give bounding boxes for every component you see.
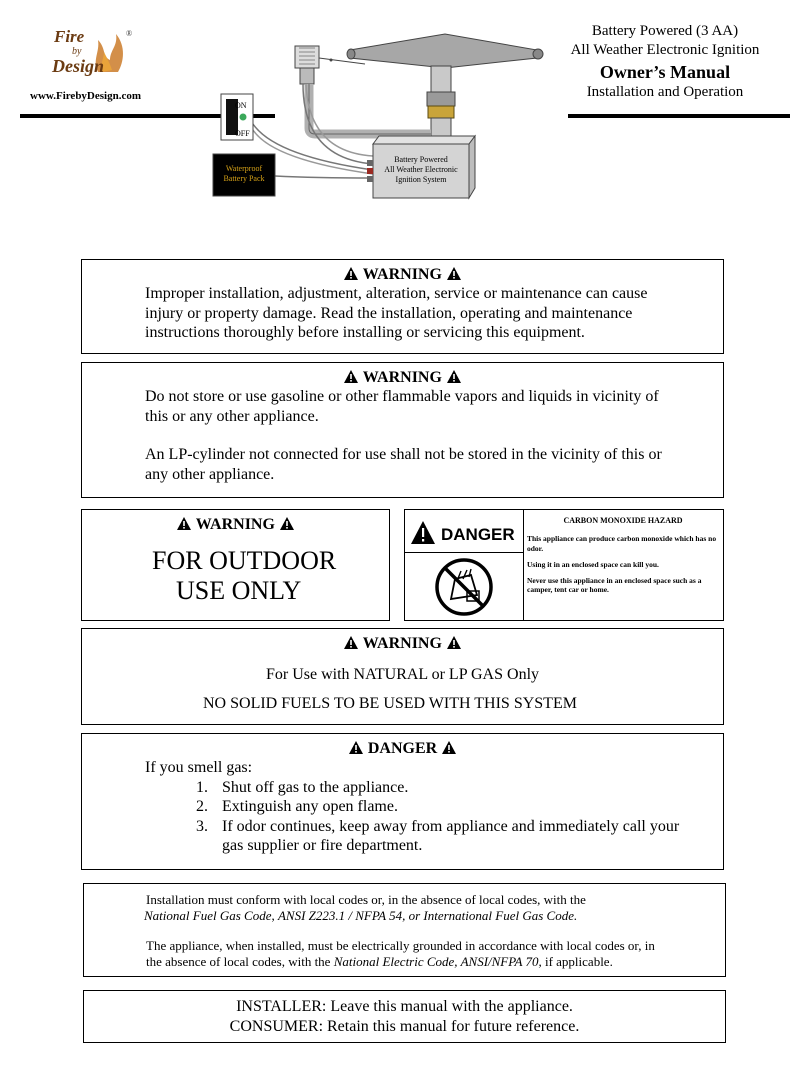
header-rule-right xyxy=(568,114,790,118)
svg-text:ON: ON xyxy=(235,101,247,110)
warning2-p2-line2: any other appliance. xyxy=(145,465,275,483)
step-item: 3. If odor continues, keep away from appliance and immediately call your gas supplier or fire department. xyxy=(196,817,680,854)
gas-type-line2: NO SOLID FUELS TO BE USED WITH THIS SYSTEM xyxy=(203,694,577,712)
smell-gas-intro: If you smell gas: xyxy=(145,759,253,776)
step-item: 2. Extinguish any open flame. xyxy=(196,798,398,815)
warning-triangle-icon xyxy=(441,740,457,755)
warning-heading: WARNING xyxy=(82,266,723,284)
svg-text:Waterproof: Waterproof xyxy=(225,164,263,173)
svg-text:Ignition System: Ignition System xyxy=(395,175,447,184)
warning-triangle-icon xyxy=(343,369,359,384)
warning-triangle-icon xyxy=(446,635,462,650)
warning2-p2-line1: An LP-cylinder not connected for use shall not be stored in the vicinity of this or xyxy=(145,446,662,463)
codes-compliance-box xyxy=(83,883,726,977)
manual-title: Owner’s Manual xyxy=(599,61,731,82)
warning2-p1-line1: Do not store or use gasoline or other flammable vapors and liquids in vicinity of xyxy=(145,388,659,405)
spark-electrode xyxy=(295,46,319,68)
co-hazard-p2: Using it in an enclosed space can kill you. xyxy=(527,559,659,569)
warning-triangle-icon xyxy=(343,266,359,281)
brass-fitting xyxy=(428,106,454,118)
led-indicator xyxy=(240,114,247,121)
outdoor-line1: FOR OUTDOOR xyxy=(152,546,337,575)
logo-fire: Fire xyxy=(54,27,85,46)
svg-text:DANGER: DANGER xyxy=(441,525,515,544)
step-item: 1. Shut off gas to the appliance. xyxy=(196,778,409,796)
co-hazard-p3: Never use this appliance in an enclosed space such as a camper, tent car or home. xyxy=(527,576,702,595)
warning2-p1-line2: this or any other appliance. xyxy=(145,407,319,425)
retain-manual-note xyxy=(83,990,726,1043)
co-hazard-text xyxy=(527,516,719,602)
title-line-1: Battery Powered (3 AA) xyxy=(591,23,739,39)
warning-triangle-icon xyxy=(446,369,462,384)
title-block xyxy=(540,22,790,102)
warning-heading: WARNING xyxy=(82,635,723,653)
smell-gas-steps xyxy=(196,778,723,856)
burner xyxy=(350,34,537,68)
warning-triangle-icon xyxy=(446,266,462,281)
warning1-line2: injury or property damage. Read the installation, operating and maintenance xyxy=(145,304,633,322)
installer-note: INSTALLER: Leave this manual with the appliance. xyxy=(236,998,573,1015)
carbon-monoxide-danger-label xyxy=(404,509,724,621)
manual-subtitle: Installation and Operation xyxy=(586,84,744,100)
warning-heading: WARNING xyxy=(82,516,389,534)
warning-triangle-icon xyxy=(279,516,295,531)
logo-by: by xyxy=(72,46,82,57)
codes-p2-line1: The appliance, when installed, must be electrically grounded in accordance with local codes or, in xyxy=(146,938,655,953)
website-url[interactable]: www.FirebyDesign.com xyxy=(30,90,142,102)
outdoor-line2: USE ONLY xyxy=(176,576,302,605)
warning-box-flammables xyxy=(81,362,724,498)
svg-text:Battery Powered: Battery Powered xyxy=(394,155,448,164)
warning-box-gas-type xyxy=(81,628,724,725)
warning-box-installation xyxy=(81,259,724,354)
codes-p1-line1: Installation must conform with local codes or, in the absence of local codes, with the xyxy=(146,892,586,907)
logo-design: Design xyxy=(52,56,105,76)
co-hazard-title: CARBON MONOXIDE HAZARD xyxy=(563,516,683,525)
co-hazard-p1: This appliance can produce carbon monoxide which has no odor. xyxy=(527,534,717,553)
gas-type-line1: For Use with NATURAL or LP GAS Only xyxy=(265,666,540,683)
codes-p1-line2: National Fuel Gas Code, ANSI Z223.1 / NFPA 54, or International Fuel Gas Code. xyxy=(144,908,578,923)
consumer-note: CONSUMER: Retain this manual for future reference. xyxy=(229,1017,580,1035)
warning-heading: WARNING xyxy=(82,369,723,387)
danger-label-left xyxy=(405,510,524,620)
no-enclosed-space-icon xyxy=(433,557,495,617)
svg-text:OFF: OFF xyxy=(235,129,250,138)
danger-divider xyxy=(405,552,523,553)
warning-triangle-icon xyxy=(343,635,359,650)
svg-text:All Weather Electronic: All Weather Electronic xyxy=(384,165,458,174)
svg-text:Battery Pack: Battery Pack xyxy=(223,174,265,183)
danger-box-smell-gas xyxy=(81,733,724,870)
logo-registered-mark: ® xyxy=(126,29,133,38)
warning-triangle-icon xyxy=(348,740,364,755)
danger-badge xyxy=(409,518,519,548)
warning1-line3: instructions thoroughly before installing or servicing this equipment. xyxy=(145,324,585,341)
title-line-2: All Weather Electronic Ignition xyxy=(570,41,760,58)
codes-p2-line2: the absence of local codes, with the National Electric Code, ANSI/NFPA 70, if applicable. xyxy=(146,954,613,969)
danger-heading: DANGER xyxy=(82,740,723,758)
warning-box-outdoor xyxy=(81,509,390,621)
fire-by-design-logo xyxy=(40,22,140,84)
gas-valve-stem xyxy=(431,66,451,94)
warning1-line1: Improper installation, adjustment, alteration, service or maintenance can cause xyxy=(145,285,648,302)
ignition-system-diagram xyxy=(205,28,545,208)
warning-triangle-icon xyxy=(176,516,192,531)
